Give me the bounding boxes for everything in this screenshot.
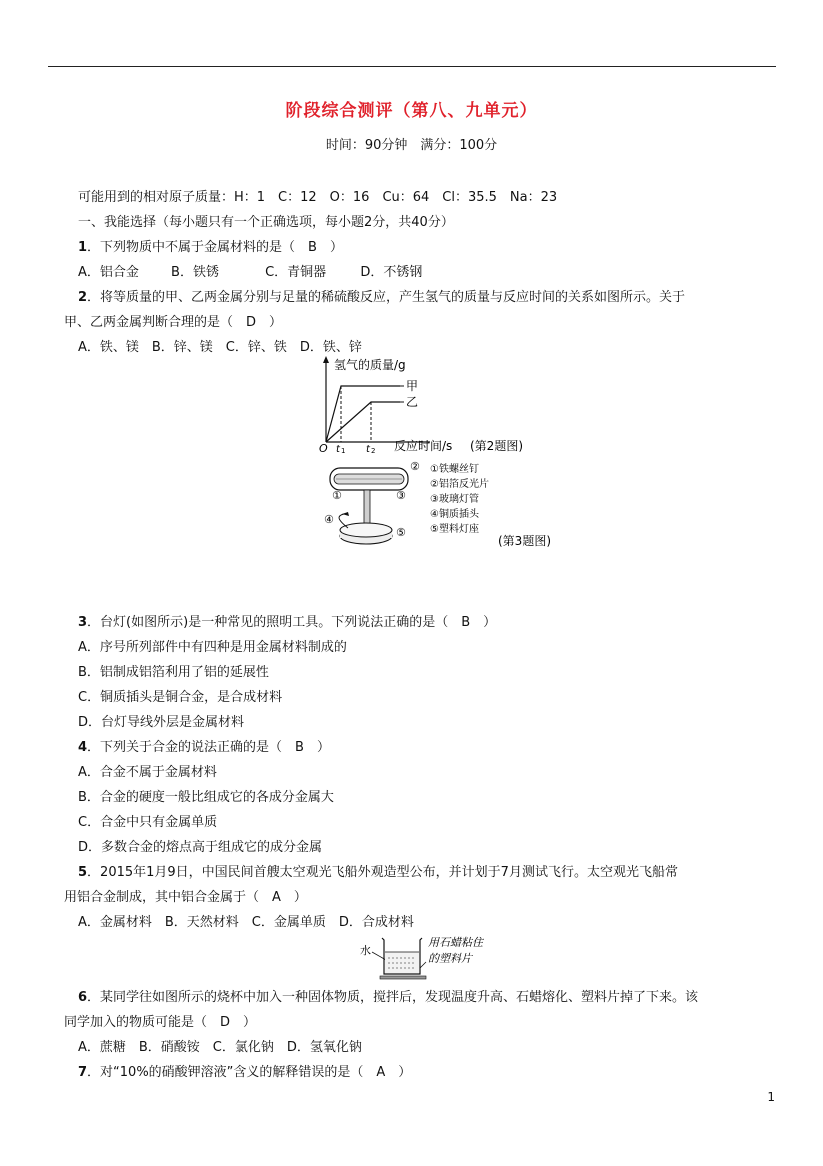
question-2 [78, 286, 685, 305]
figure-6-beaker [360, 932, 500, 982]
series-label-yi: 乙 [406, 395, 419, 409]
question-3-option-b: B．铝制成铝箔利用了铝的延展性 [78, 665, 269, 680]
question-2-line2: 甲、乙两金属判断合理的是（ D ） [64, 315, 283, 330]
section-heading: 一、我能选择（每小题只有一个正确选项，每小题2分，共40分） [78, 215, 454, 230]
question-5 [78, 861, 678, 880]
question-4-option-b: B．合金的硬度一般比组成它的各成分金属大 [78, 790, 334, 805]
question-5-options: A．金属材料 B．天然材料 C．金属单质 D．合成材料 [78, 915, 414, 930]
y-axis-label: 氢气的质量/g [334, 358, 406, 372]
question-3-option-d: D．台灯导线外层是金属材料 [78, 715, 245, 730]
question-number: 1 [78, 240, 88, 255]
label-line-1: 用石蜡粘住 [428, 936, 483, 949]
question-number: 4 [78, 740, 88, 755]
marker-2: ② [410, 460, 420, 473]
tick-t2: t [366, 444, 370, 454]
page-title: 阶段综合测评（第八、九单元） [285, 101, 538, 121]
question-1 [78, 236, 343, 255]
question-6-line2: 同学加入的物质可能是（ D ） [64, 1015, 257, 1030]
legend-item-2: ②铝箔反光片 [430, 479, 489, 490]
question-7 [78, 1061, 411, 1080]
tick-t1: t [336, 444, 340, 454]
question-stem: ．台灯(如图所示)是一种常见的照明工具。下列说法正确的是（ B ） [87, 615, 497, 630]
figure-2-graph [310, 354, 540, 454]
legend-item-3: ③玻璃灯管 [430, 494, 479, 505]
figure-3-lamp [318, 458, 578, 554]
marker-1: ① [332, 489, 342, 502]
question-6-options: A．蔗糖 B．硝酸铵 C．氯化钠 D．氢氧化钠 [78, 1040, 362, 1055]
atomic-mass-note: 可能用到的相对原子质量：H：1 C：12 O：16 Cu：64 Cl：35.5 Na：23 [78, 190, 558, 205]
question-1-options [78, 261, 440, 280]
question-stem: ．对“10%的硝酸钾溶液”含义的解释错误的是（ A ） [87, 1065, 412, 1080]
question-4 [78, 736, 330, 755]
page-subtitle: 时间：90分钟 满分：100分 [325, 138, 498, 153]
tick-t1-sub: 1 [341, 447, 346, 454]
question-stem-line1: ．某同学往如图所示的烧杯中加入一种固体物质，搅拌后，发现温度升高、石蜡熔化、塑料片掉了下来。该 [87, 990, 699, 1005]
header-rule [48, 66, 776, 67]
origin-label: O [319, 442, 328, 454]
question-number: 3 [78, 615, 88, 630]
x-axis-label: 反应时间/s [394, 439, 453, 453]
marker-4: ④ [324, 513, 334, 526]
marker-3: ③ [396, 489, 406, 502]
series-label-jia: 甲 [406, 379, 419, 393]
question-number: 7 [78, 1065, 88, 1080]
page-number: 1 [767, 1090, 775, 1104]
question-3 [78, 611, 496, 630]
option-d: D．不锈钢 [360, 265, 423, 280]
question-4-option-a: A．合金不属于金属材料 [78, 765, 217, 780]
question-3-option-a: A．序号所列部件中有四种是用金属材料制成的 [78, 640, 347, 655]
question-stem: ．下列关于合金的说法正确的是（ B ） [87, 740, 330, 755]
question-stem-line1: ．将等质量的甲、乙两金属分别与足量的稀硫酸反应，产生氢气的质量与反应时间的关系如图所示。关于 [87, 290, 686, 305]
legend-item-5: ⑤塑料灯座 [430, 524, 479, 535]
legend-item-1: ①铁螺丝钉 [430, 464, 479, 475]
figure-2-caption: (第2题图) [470, 439, 523, 453]
question-4-option-d: D．多数合金的熔点高于组成它的成分金属 [78, 840, 323, 855]
tick-t2-sub: 2 [371, 447, 376, 454]
question-3-option-c: C．铜质插头是铜合金，是合成材料 [78, 690, 283, 705]
question-number: 6 [78, 990, 88, 1005]
question-stem: ．下列物质中不属于金属材料的是（ B ） [87, 240, 343, 255]
question-2-options: A．铁、镁 B．锌、镁 C．锌、铁 D．铁、锌 [78, 340, 362, 355]
question-6 [78, 986, 698, 1005]
question-number: 2 [78, 290, 88, 305]
option-a: A．铝合金 [78, 265, 139, 280]
water-label: 水 [360, 944, 371, 957]
question-stem-line1: ．2015年1月9日，中国民间首艘太空观光飞船外观造型公布，并计划于7月测试飞行。太空观光飞船常 [87, 865, 678, 880]
marker-5: ⑤ [396, 526, 406, 539]
question-5-line2: 用铝合金制成，其中铝合金属于（ A ） [64, 890, 307, 905]
legend-item-4: ④铜质插头 [430, 509, 479, 520]
figure-3-caption: (第3题图) [498, 534, 551, 548]
label-line-2: 的塑料片 [428, 952, 472, 965]
option-c: C．青铜器 [265, 265, 327, 280]
option-b: B．铁锈 [171, 265, 219, 280]
question-4-option-c: C．合金中只有金属单质 [78, 815, 218, 830]
question-number: 5 [78, 865, 88, 880]
